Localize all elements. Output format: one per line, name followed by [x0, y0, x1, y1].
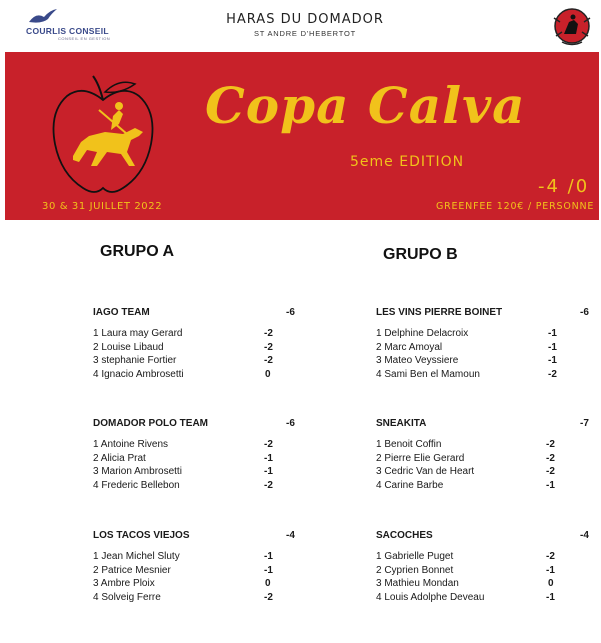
- team-handicap: -7: [580, 418, 589, 429]
- player-name: 1 Jean Michel Sluty: [93, 551, 180, 562]
- player-name: 2 Pierre Elie Gerard: [376, 452, 465, 464]
- team-header: [376, 528, 589, 543]
- player-row: [93, 479, 303, 493]
- venue-place: ST ANDRE D'HEBERTOT: [253, 29, 357, 38]
- bird-logo-icon: [28, 8, 58, 26]
- player-name: 4 Sami Ben el Mamoun: [376, 368, 480, 380]
- player-row: [93, 368, 303, 382]
- venue-block: [200, 12, 410, 38]
- player-handicap: -1: [546, 591, 555, 603]
- team-name: LOS TACOS VIEJOS: [93, 530, 190, 541]
- team-card: [376, 416, 589, 492]
- player-name: 3 Mateo Veyssiere: [376, 355, 459, 366]
- player-row: [376, 452, 586, 466]
- team-name: LES VINS PIERRE BOINET: [376, 307, 503, 318]
- player-row: [376, 327, 586, 341]
- group-b-title: GRUPO B: [383, 246, 458, 263]
- player-name: 2 Cyprien Bonnet: [376, 564, 454, 576]
- logo-left-text: COURLIS CONSEIL: [26, 26, 109, 36]
- team-handicap: -4: [580, 530, 589, 541]
- player-handicap: -2: [548, 368, 557, 380]
- player-handicap: -2: [546, 452, 555, 464]
- player-handicap: -1: [264, 564, 273, 576]
- team-card: [93, 416, 303, 492]
- player-handicap: -1: [548, 328, 557, 339]
- player-row: [93, 452, 303, 466]
- event-title: Copa Calva: [205, 76, 526, 135]
- player-row: [93, 354, 303, 368]
- team-card: [376, 528, 589, 604]
- team-name: SACOCHES: [376, 530, 433, 541]
- player-row: [376, 368, 586, 382]
- player-name: 1 Laura may Gerard: [93, 328, 183, 339]
- player-handicap: -2: [264, 439, 273, 450]
- team-name: IAGO TEAM: [93, 307, 150, 318]
- player-row: [376, 550, 586, 564]
- player-handicap: 0: [548, 578, 554, 589]
- venue-name: HARAS DU DOMADOR: [226, 12, 384, 27]
- player-row: [93, 465, 303, 479]
- group-a-title: GRUPO A: [100, 243, 175, 260]
- player-handicap: -2: [264, 328, 273, 339]
- player-handicap: -1: [264, 452, 273, 464]
- player-name: 2 Louise Libaud: [93, 341, 164, 353]
- team-header: [376, 305, 589, 320]
- player-name: 4 Frederic Bellebon: [93, 479, 180, 491]
- team-handicap: -4: [286, 530, 295, 541]
- logo-left-subtext: CONSEIL EN GESTION: [58, 36, 111, 41]
- team-header: [93, 305, 303, 320]
- player-name: 3 Cedric Van de Heart: [376, 466, 475, 477]
- player-row: [376, 479, 586, 493]
- team-header: [93, 528, 303, 543]
- player-name: 1 Antoine Rivens: [93, 439, 169, 450]
- team-card: [376, 305, 589, 381]
- player-handicap: 0: [265, 578, 271, 589]
- player-row: [93, 341, 303, 355]
- player-handicap: -1: [548, 341, 557, 353]
- player-row: [376, 564, 586, 578]
- player-handicap: -2: [546, 466, 555, 477]
- event-edition: 5eme EDITION: [350, 154, 465, 170]
- team-card: [93, 528, 303, 604]
- team-header: [93, 416, 303, 431]
- team-card: [93, 305, 303, 381]
- team-handicap: -6: [580, 307, 589, 318]
- player-name: 1 Gabrielle Puget: [376, 551, 454, 562]
- team-name: DOMADOR POLO TEAM: [93, 418, 208, 429]
- player-name: 2 Marc Amoyal: [376, 341, 443, 353]
- player-name: 3 Mathieu Mondan: [376, 578, 459, 589]
- page-header: [0, 0, 601, 52]
- player-name: 3 Ambre Ploix: [93, 578, 155, 589]
- player-handicap: -1: [264, 466, 273, 477]
- player-handicap: 0: [265, 368, 271, 380]
- player-name: 4 Ignacio Ambrosetti: [93, 368, 184, 380]
- event-dates: 30 & 31 JUILLET 2022: [42, 201, 163, 212]
- player-handicap: -2: [264, 591, 273, 603]
- player-name: 4 Carine Barbe: [376, 479, 444, 491]
- player-handicap: -1: [264, 551, 273, 562]
- courlis-conseil-logo: [22, 8, 117, 44]
- player-handicap: -2: [264, 341, 273, 353]
- player-name: 1 Benoit Coffin: [376, 439, 442, 450]
- event-greenfee: GREENFEE 120€ / PERSONNE: [436, 201, 595, 212]
- player-name: 3 stephanie Fortier: [93, 355, 177, 366]
- player-name: 4 Solveig Ferre: [93, 591, 161, 603]
- player-row: [376, 341, 586, 355]
- player-handicap: -1: [546, 479, 555, 491]
- apple-polo-horse-icon: [43, 70, 163, 200]
- player-handicap: -2: [546, 551, 555, 562]
- player-handicap: -2: [264, 479, 273, 491]
- player-name: 3 Marion Ambrosetti: [93, 466, 182, 477]
- player-row: [376, 577, 586, 591]
- player-row: [376, 465, 586, 479]
- player-name: 2 Alicia Prat: [93, 452, 146, 464]
- player-name: 2 Patrice Mesnier: [93, 564, 171, 576]
- team-handicap: -6: [286, 418, 295, 429]
- player-name: 1 Delphine Delacroix: [376, 328, 469, 339]
- event-banner: [5, 52, 599, 220]
- team-handicap: -6: [286, 307, 295, 318]
- player-row: [93, 327, 303, 341]
- player-row: [93, 564, 303, 578]
- player-row: [93, 550, 303, 564]
- player-row: [93, 591, 303, 605]
- player-row: [93, 577, 303, 591]
- player-handicap: -1: [548, 355, 557, 366]
- player-name: 4 Louis Adolphe Deveau: [376, 591, 485, 603]
- event-handicap: -4 /0: [538, 176, 590, 197]
- player-row: [376, 591, 586, 605]
- player-handicap: -2: [264, 355, 273, 366]
- polo-player-emblem-icon: [550, 4, 594, 48]
- player-row: [376, 438, 586, 452]
- team-name: SNEAKITA: [376, 418, 427, 429]
- player-handicap: -1: [546, 564, 555, 576]
- player-row: [376, 354, 586, 368]
- player-row: [93, 438, 303, 452]
- team-header: [376, 416, 589, 431]
- player-handicap: -2: [546, 439, 555, 450]
